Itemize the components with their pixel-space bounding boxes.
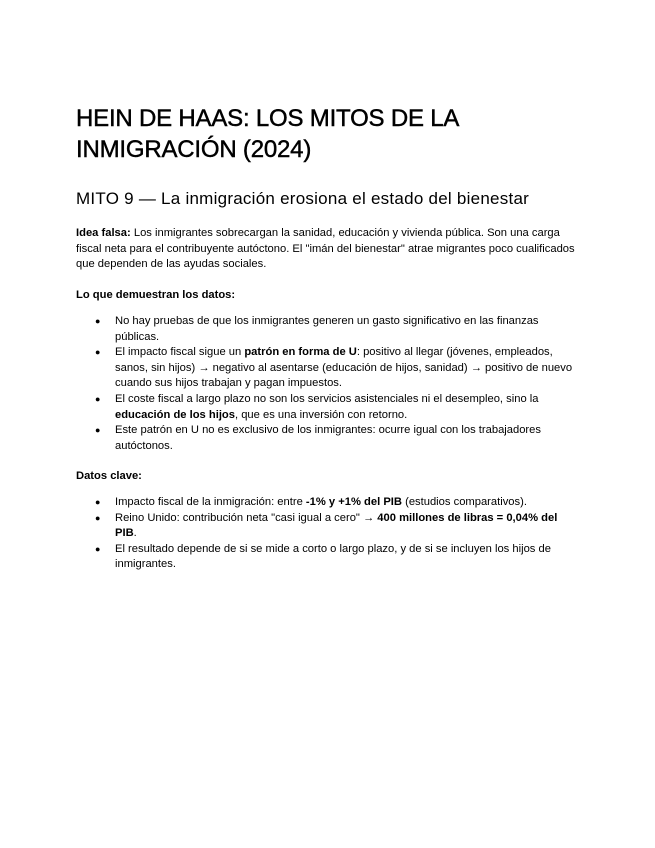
bullet-icon: ● — [95, 497, 101, 507]
bullet-icon: ● — [95, 316, 101, 326]
bullet-text: , que es una inversión con retorno. — [234, 408, 408, 421]
bullet-text: El coste fiscal a largo plazo no son los servicios asistenciales ni el desempleo, sino la — [115, 392, 539, 405]
list-item — [76, 345, 581, 392]
list-item — [76, 542, 581, 573]
list-item — [76, 392, 581, 423]
bullet-emphasis: 400 millones de libras = 0,04% del PIB — [115, 511, 558, 540]
false-idea-paragraph — [76, 226, 581, 273]
bullet-text: Este patrón en U no es exclusivo de los inmigrantes: ocurre igual con los trabajadores autóctonos. — [115, 424, 541, 452]
bullet-text: : positivo al llegar (jóvenes, empleados, sanos, sin hijos) → negativo al asentarse (educación de hijos, sanidad) → positivo de nuevo cuando sus hijos trabajan y pagan impuestos. — [115, 346, 573, 390]
list-item — [76, 423, 581, 454]
bullet-icon: ● — [95, 347, 101, 358]
key-data-label: Datos clave: — [76, 470, 142, 482]
data-section-label: Lo que demuestran los datos: — [76, 289, 236, 301]
list-item — [76, 511, 581, 542]
bullet-text: . — [133, 527, 137, 540]
bullet-emphasis: patrón en forma de U — [244, 346, 357, 359]
bullet-emphasis: -1% y +1% del PIB — [305, 496, 402, 508]
bullet-text: Impacto fiscal de la inmigración: entre — [115, 496, 306, 508]
title-line-2: INMIGRACIÓN (2024) — [76, 136, 312, 163]
list-item — [76, 495, 581, 511]
data-bullet-list — [76, 314, 581, 454]
bullet-text: Reino Unido: contribución neta "casi igual a cero" → — [115, 511, 378, 524]
bullet-icon: ● — [95, 393, 101, 404]
bullet-icon: ● — [95, 543, 101, 554]
list-item — [76, 314, 581, 345]
bullet-icon: ● — [95, 512, 101, 523]
bullet-emphasis: educación de los hijos — [115, 408, 235, 421]
title-line-1: HEIN DE HAAS: LOS MITOS DE LA — [76, 105, 460, 132]
bullet-icon: ● — [95, 425, 101, 436]
false-idea-text: Los inmigrantes sobrecargan la sanidad, educación y vivienda pública. Son una carga fiscal neta para el contribuyente autóctono. El "imán del bienestar" atrae migrantes poco cualificados que dependen de las ayudas sociales. — [76, 227, 575, 271]
myth-heading: MITO 9 — La inmigración erosiona el estado del bienestar — [76, 189, 530, 208]
bullet-text: El resultado depende de si se mide a corto o largo plazo, y de si se incluyen los hijos de inmigrantes. — [115, 542, 551, 571]
bullet-text: No hay pruebas de que los inmigrantes generen un gasto significativo en las finanzas públicas. — [115, 315, 539, 343]
key-data-bullet-list — [76, 495, 581, 573]
bullet-text: (estudios comparativos). — [401, 496, 527, 508]
false-idea-label: Idea falsa: — [76, 227, 131, 239]
bullet-text: El impacto fiscal sigue un — [115, 346, 245, 359]
document-title — [76, 103, 596, 165]
